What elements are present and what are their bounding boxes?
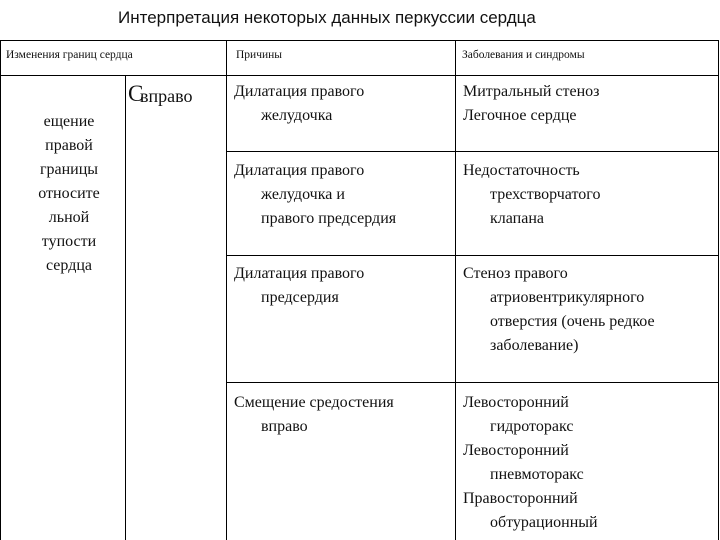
description-line: льной (48, 209, 90, 226)
cause-cell (234, 80, 364, 128)
disease-item: Недостаточность трехстворчатого клапана (463, 162, 601, 227)
cause-item: Смещение средостения вправо (234, 394, 394, 435)
disease-cell (463, 80, 599, 128)
boundary-change-description (10, 110, 128, 278)
cause-cell (234, 262, 364, 310)
disease-item: Легочное сердце (463, 107, 577, 124)
shift-direction-word: вправо (140, 86, 193, 106)
cause-cell (234, 391, 394, 439)
description-line: ещение (43, 113, 95, 130)
header-divider (0, 75, 719, 76)
row-divider-2 (226, 255, 719, 256)
disease-item: Правосторонний обтурационный (463, 490, 598, 531)
header-boundary-changes: Изменения границ сердца (6, 49, 133, 61)
table-border-top (0, 40, 719, 41)
disease-cell (463, 391, 598, 535)
description-line: правой (45, 137, 93, 154)
column-divider-2 (455, 40, 456, 540)
disease-cell (463, 262, 655, 358)
header-causes: Причины (236, 49, 283, 61)
disease-item: Левосторонний гидроторакс (463, 394, 574, 435)
cause-item: Дилатация правого желудочка и правого предсердия (234, 162, 397, 227)
disease-cell (463, 159, 600, 231)
cause-item: Дилатация правого желудочка (234, 83, 365, 124)
page-title: Интерпретация некоторых данных перкуссии сердца (118, 8, 536, 27)
description-line: тупости (41, 233, 97, 250)
description-line: границы (39, 161, 99, 178)
row-divider-3 (226, 382, 719, 383)
disease-item: Левосторонний пневмоторакс (463, 442, 584, 483)
cause-cell (234, 159, 396, 231)
cause-item: Дилатация правого предсердия (234, 265, 365, 306)
disease-item: Митральный стеноз (463, 83, 600, 100)
table-border-right (718, 40, 719, 540)
table-border-left (0, 40, 1, 540)
disease-item: Стеноз правого атриовентрикулярного отверстия (очень редкое заболевание) (463, 265, 655, 354)
column-divider-1 (226, 40, 227, 540)
row-divider-1 (226, 151, 719, 152)
header-diseases: Заболевания и синдромы (462, 49, 585, 61)
description-line: сердца (46, 257, 92, 274)
description-line: относите (38, 185, 100, 202)
shift-letter: С (128, 81, 144, 106)
